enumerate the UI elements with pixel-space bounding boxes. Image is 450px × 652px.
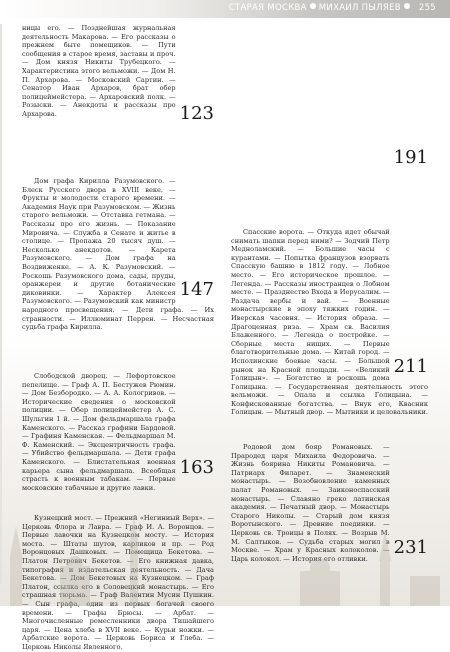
running-header bbox=[229, 3, 436, 17]
toc-entry-continued bbox=[231, 24, 428, 167]
toc-entry-note bbox=[231, 24, 233, 32]
toc-entry bbox=[22, 372, 214, 492]
toc-page-number: 191 bbox=[393, 147, 428, 168]
toc-entry-text: Слободской дворец. — Лефортовское пепелище. — Граф А. П. Бестужев Рюмин. — Дом Безбородко. — А. А. Кологривов. — Исторические сведения о московской полиции. — Обер полицеймейстер А. С. Шульгин 1 й. — Дом фельдмаршала графа Каменского. — Рассказ графини Бардовой. — Графиня Каменская. — Фельдмаршал М. Ф. Каменский. — Эксцентричность графа. — Убийство фельдмаршала. — Дети графа Каменского. — Блистательная военная карьера сына фельдмаршала. Всеобщая страсть к военным табакам. — Первые московские табачные и другие лавки. bbox=[22, 372, 176, 492]
moscow-skyline-illustration bbox=[0, 486, 450, 606]
toc-page-number: 123 bbox=[179, 103, 214, 124]
bullet-separator-icon bbox=[404, 3, 410, 9]
toc-entry bbox=[231, 228, 428, 417]
header-author: МИХАИЛ ПЫЛЯЕВ bbox=[318, 3, 401, 13]
toc-page-number: 231 bbox=[393, 537, 428, 558]
toc-entry-text: Дом графа Кирилла Разумовского. — Блеск Русского двора в XVIII веке. — Фрукты и молодости старого времени. — Академия Наук при Разумовском. — Жизнь старого вельможи. — Отставка гетмана. — Рассказы про его жизнь. — Показание Мировича. — Служба в Сенате и житье в столице. — Пропажа 20 тысяч душ. — Несколько анекдотов. — Карета Разумовского. — Дом графа на Воздвиженке. — А. К. Разумовский. — Роскошь Разумовского дома, сады, пруды, оранжереи и другие ботанические диковинки. — Характер Алексея Разумовского. — Разумовский как министр народного просвещения. — Дети графа. — Их странности. — Иллюминат Перрен. — Несчастная судьба графа Кирилла. bbox=[22, 177, 214, 332]
toc-entry-text: Родовой дом бояр Романовых. — Прародед царя Михаила Федоровича. — Жизнь боярина Никиты Романовича. — Патриарх Филарет. — Знаменский монастырь. — Возобновление каменных палат Романовых. — Заиконоспасский монастырь. — Славяно греко латинская академия. — Печатный двор. — Монастырь Старого Николы. — Старый дом князя Воротынского. — Древние поединки. — Церковь св. Троицы в Полях. — Возрыв М. М. Салтыков. — Судьба старых могил в Москве. — Храм у Красных колоколов. — Царь колокол. — История его отливки. bbox=[231, 443, 390, 563]
toc-entry-text: ницы его. — Позднейшая журнальная деятельность Макарова. — Его рассказы о прежнем быте помещиков. — Пути сообщения в старое время, заставы и проч. — Дом князя Никиты Трубецкого. — Характеристика этого вельможи. — Дом Н. П. Архарова. — Московский Сартин. — Сенатор Иван Архаров, брат обер полицеймейстера. — Архаровский полк. — Розыски. — Анекдоты и рассказы про Архарова. bbox=[22, 24, 176, 118]
toc-entry-text: Кузнецкий мост. — Прежний «Негиниый Верх». — Церковь Флора и Лавра. — Граф И. А. Воронцов. — Первые лавочки на Кузнецком мосту. — История моста. — Штаты шутов, карликов и пр. — Род Воронцовых Дашковых. — Помещица Бекетова. — Платон Петрович Бекетов. — Его книжная давка, типография и издательская деятельность. — Дача Бекетова. — Дом Бекетовых на Кузнецком. — Граф Платон, ссылка его в Соловецкий монастырь. — Его страшная тюрьма. — Граф Валентин Мусин Пушкин. — Сын графа, один из первых богачей своего времени. — Графы Брюсы. — Арбат. — Многочисленные ремесленники двора Тишайшего царя. — Цена хлеба в XVII веке. — Курьи ножки. — Арбатские ворота. — Церковь Бориса и Глеба. — Церковь Николы Явленного. bbox=[22, 514, 214, 651]
page-number: 255 bbox=[418, 3, 436, 13]
toc-page-number: 147 bbox=[179, 279, 214, 300]
toc-entry bbox=[22, 177, 214, 332]
toc-entry bbox=[22, 24, 214, 123]
header-title: СТАРАЯ МОСКВА bbox=[228, 3, 307, 13]
toc-entry-text: Спасские ворота. — Откуда идет обычай снимать шапки перед ними? — Зодчий Петр Медноламский. — Большие часы с курантами. — Попытка французов взорвать Спасскую башню в 1812 году. — Лобное место. — Его историческое прошлое. — Легенда. — Рассказы иностранцев о Лобном месте. — Празднество Входа в Иерусалим. — Раздача вербы и вай. — Военные монастырские в эпоху тяжких годин. — Иверская часовня. — История образа. — Драгоценная риза. — Храм св. Василия Блаженного. — Легенда о постройке. — Сборные места нищих. — Первые благотворительные дома. — Китай город. — Исполинские боевые часы. — Большой рынок на Красной площади. — «Великий Голицын». — Богатство и роскошь дома Голицына. — Государственная деятельность этого вельможи. — Опала и ссылка Голицына. — Конфискованные богатства. — Внук его, Квасник Голицын. — Мытный двор. — Мытники и целовальники. bbox=[231, 228, 428, 417]
toc-page-number: 163 bbox=[179, 457, 214, 478]
bullet-separator-icon bbox=[310, 3, 316, 9]
toc-page-number: 211 bbox=[393, 356, 428, 377]
